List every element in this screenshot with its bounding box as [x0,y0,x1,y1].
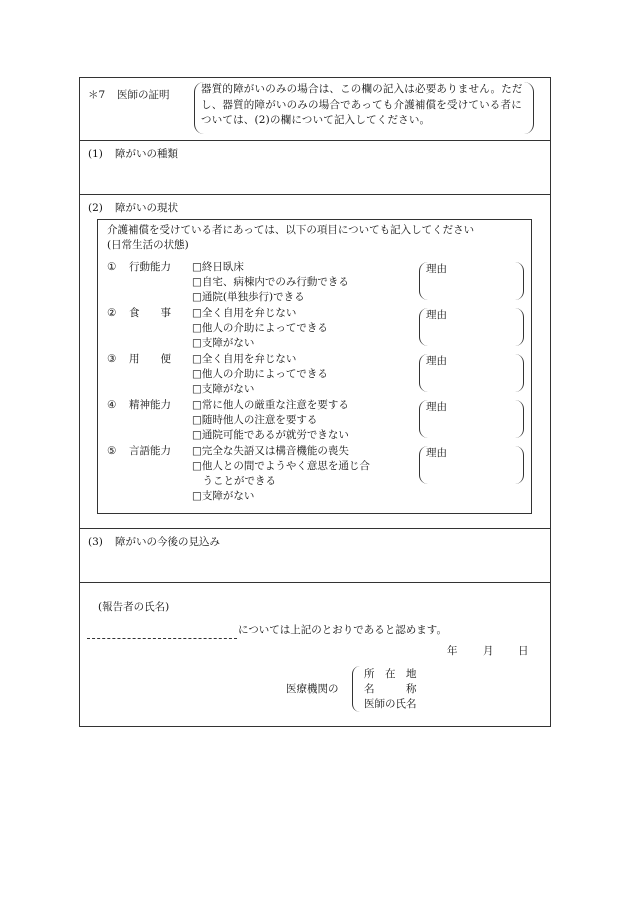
section3-title: 障がいの今後の見込み [115,536,220,548]
option-continuation: うことができる [192,475,276,487]
reason-field[interactable]: 理由 [419,354,524,392]
month-label: 月 [483,645,494,657]
section3-number: (3) [88,536,103,548]
institution-label: 医療機関の [286,683,339,695]
header-note: 器質的障がいのみの場合は、この欄の記入は必要ありません。ただし、器質的障がいのみの場合であっても介護補償を受けている者については、(2)の欄について記入してください。 [194,82,534,134]
certify-text: については上記のとおりであると認めます。 [238,624,447,636]
item-label: 言語能力 [129,445,171,457]
checkbox-option[interactable]: □支障がない [192,490,255,502]
divider [80,528,550,529]
section2-number: (2) [88,202,103,214]
item-label: 精神能力 [129,399,171,411]
checkbox-option[interactable]: □常に他人の厳重な注意を要する [192,399,349,411]
name-label: 名 称 [364,683,417,695]
item-label: 行動能力 [129,261,171,273]
item-number: ② [107,307,117,319]
reporter-label: (報告者の氏名) [98,601,170,613]
checkbox-option[interactable]: □随時他人の注意を要する [192,414,318,426]
institution-brace [352,666,360,712]
doctor-label: 医師の氏名 [364,698,417,710]
checkbox-option[interactable]: □通院(単独歩行)できる [192,291,305,303]
checkbox-option[interactable]: □他人の介助によってできる [192,368,328,380]
reason-field[interactable]: 理由 [419,262,524,300]
reason-field[interactable]: 理由 [419,446,524,484]
checkbox-option[interactable]: □全く自用を弁じない [192,353,297,365]
section2-title: 障がいの現状 [115,202,178,214]
item-label: 食 事 [129,307,171,319]
item-number: ④ [107,399,117,411]
checkbox-option[interactable]: □支障がない [192,383,255,395]
reason-field[interactable]: 理由 [419,308,524,346]
section1-number: (1) [88,148,103,160]
year-label: 年 [447,645,458,657]
checkbox-option[interactable]: □完全な失語又は構音機能の喪失 [192,445,349,457]
item-label: 用 便 [129,353,171,365]
section-number: ＊7 [88,89,106,101]
instruction-text: 介護補償を受けている者にあっては、以下の項目についても記入してください [107,224,475,236]
checkbox-option[interactable]: □他人との間でようやく意思を通じ合 [192,460,370,472]
checkbox-option[interactable]: □他人の介助によってできる [192,322,328,334]
divider [80,582,550,583]
checkbox-option[interactable]: □支障がない [192,337,255,349]
checkbox-option[interactable]: □終日臥床 [192,261,244,273]
reporter-name-line[interactable] [87,638,237,639]
certificate-form [79,77,551,727]
checkbox-option[interactable]: □自宅、病棟内でのみ行動できる [192,276,349,288]
address-label: 所 在 地 [364,668,417,680]
section1-title: 障がいの種類 [115,148,178,160]
divider [80,140,550,141]
day-label: 日 [518,645,529,657]
item-number: ③ [107,353,117,365]
item-number: ① [107,261,117,273]
checkbox-option[interactable]: □全く自用を弁じない [192,307,297,319]
divider [80,194,550,195]
checkbox-option[interactable]: □通院可能であるが就労できない [192,429,349,441]
reason-field[interactable]: 理由 [419,400,524,438]
section-title: 医師の証明 [117,89,170,101]
daily-life-box [97,219,532,514]
item-number: ⑤ [107,445,117,457]
instruction-subtitle: (日常生活の状態) [107,239,189,251]
